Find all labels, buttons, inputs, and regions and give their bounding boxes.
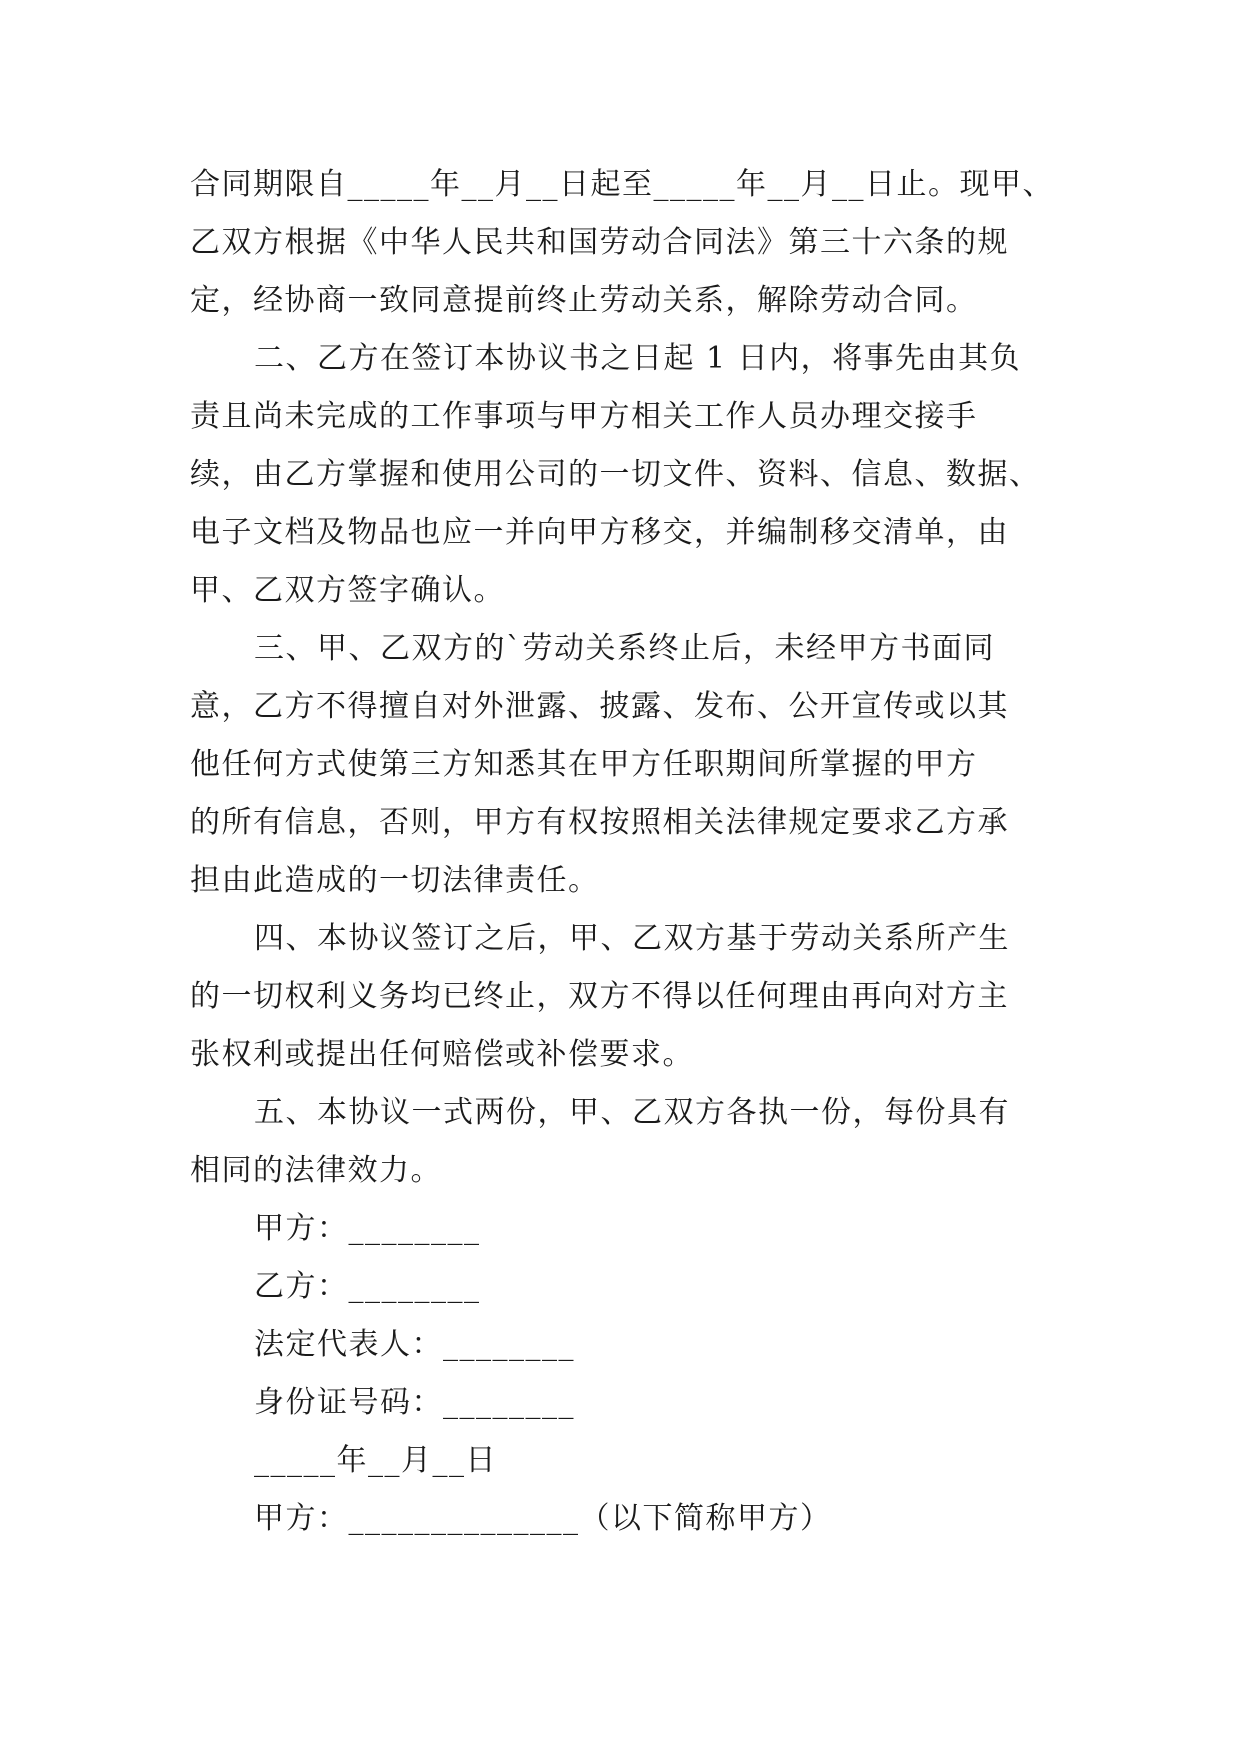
- text-line: 乙双方根据《中华人民共和国劳动合同法》第三十六条的规: [190, 225, 1009, 260]
- text-line: 合同期限自_____年__月__日起至_____年__月__日止。现甲、: [190, 167, 1054, 202]
- text-line: 担由此造成的一切法律责任。: [190, 863, 600, 898]
- text-line: 的一切权利义务均已终止，双方不得以任何理由再向对方主: [190, 979, 1009, 1014]
- text-line: 三、甲、乙双方的`劳动关系终止后，未经甲方书面同: [254, 631, 995, 666]
- signature-block: [190, 1200, 1070, 1548]
- legal-representative-line: 法定代表人：________: [254, 1327, 575, 1362]
- text-line: 责且尚未完成的工作事项与甲方相关工作人员办理交接手: [190, 399, 978, 434]
- paragraph-clause-4: [190, 910, 1070, 1084]
- text-line: 的所有信息，否则，甲方有权按照相关法律规定要求乙方承: [190, 805, 1009, 840]
- paragraph-intro: [190, 156, 1070, 330]
- paragraph-clause-3: [190, 620, 1070, 910]
- party-a-short-name-line: 甲方：______________（以下简称甲方）: [254, 1501, 832, 1536]
- paragraph-clause-2: [190, 330, 1070, 620]
- text-line: 五、本协议一式两份，甲、乙双方各执一份，每份具有: [254, 1095, 1010, 1130]
- text-line: 意，乙方不得擅自对外泄露、披露、发布、公开宣传或以其: [190, 689, 1009, 724]
- text-line: 张权利或提出任何赔偿或补偿要求。: [190, 1037, 694, 1072]
- party-a-signature-line: 甲方：________: [254, 1211, 481, 1246]
- text-line: 甲、乙双方签字确认。: [190, 573, 505, 608]
- paragraph-clause-5: [190, 1084, 1070, 1200]
- text-line: 二、乙方在签订本协议书之日起 1 日内，将事先由其负: [254, 341, 1022, 376]
- text-line: 定，经协商一致同意提前终止劳动关系，解除劳动合同。: [190, 283, 978, 318]
- id-number-line: 身份证号码：________: [254, 1385, 575, 1420]
- document-body: [190, 156, 1070, 1548]
- text-line: 四、本协议签订之后，甲、乙双方基于劳动关系所产生: [254, 921, 1010, 956]
- date-line: _____年__月__日: [254, 1443, 497, 1478]
- text-line: 电子文档及物品也应一并向甲方移交，并编制移交清单，由: [190, 515, 1009, 550]
- text-line: 续，由乙方掌握和使用公司的一切文件、资料、信息、数据、: [190, 457, 1041, 492]
- text-line: 他任何方式使第三方知悉其在甲方任职期间所掌握的甲方: [190, 747, 978, 782]
- party-b-signature-line: 乙方：________: [254, 1269, 481, 1304]
- text-line: 相同的法律效力。: [190, 1153, 442, 1188]
